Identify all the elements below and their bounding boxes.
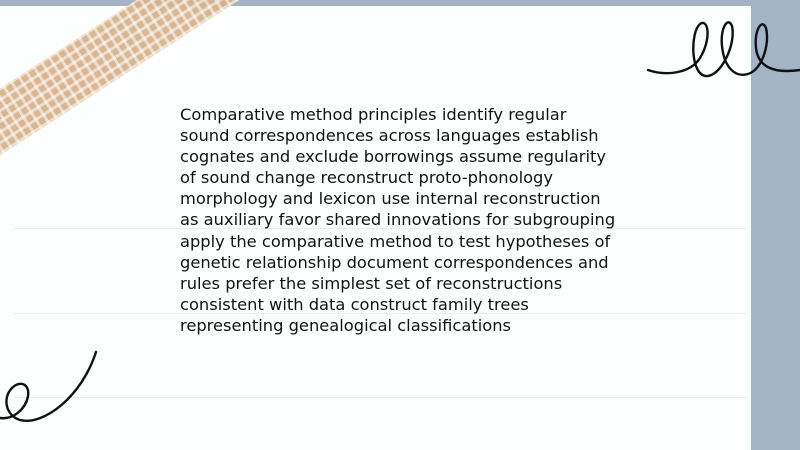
note-line: representing genealogical classifications <box>180 315 512 335</box>
note-line: morphology and lexicon use internal reconstruction <box>180 189 601 209</box>
note-line: rules prefer the simplest set of reconstructions <box>180 273 563 293</box>
note-line: consistent with data construct family trees <box>180 294 529 314</box>
note-line: cognates and exclude borrowings assume regularity <box>180 147 607 167</box>
note-line: as auxiliary favor shared innovations for subgrouping <box>180 210 616 230</box>
note-line: Comparative method principles identify regular <box>180 105 567 124</box>
note-line: sound correspondences across languages establish <box>180 126 599 146</box>
ruled-line <box>14 397 747 398</box>
note-line: genetic relationship document correspondences and <box>180 252 609 272</box>
note-text <box>180 104 630 336</box>
note-line: of sound change reconstruct proto-phonology <box>180 168 554 188</box>
note-line: apply the comparative method to test hypotheses of <box>180 231 611 251</box>
